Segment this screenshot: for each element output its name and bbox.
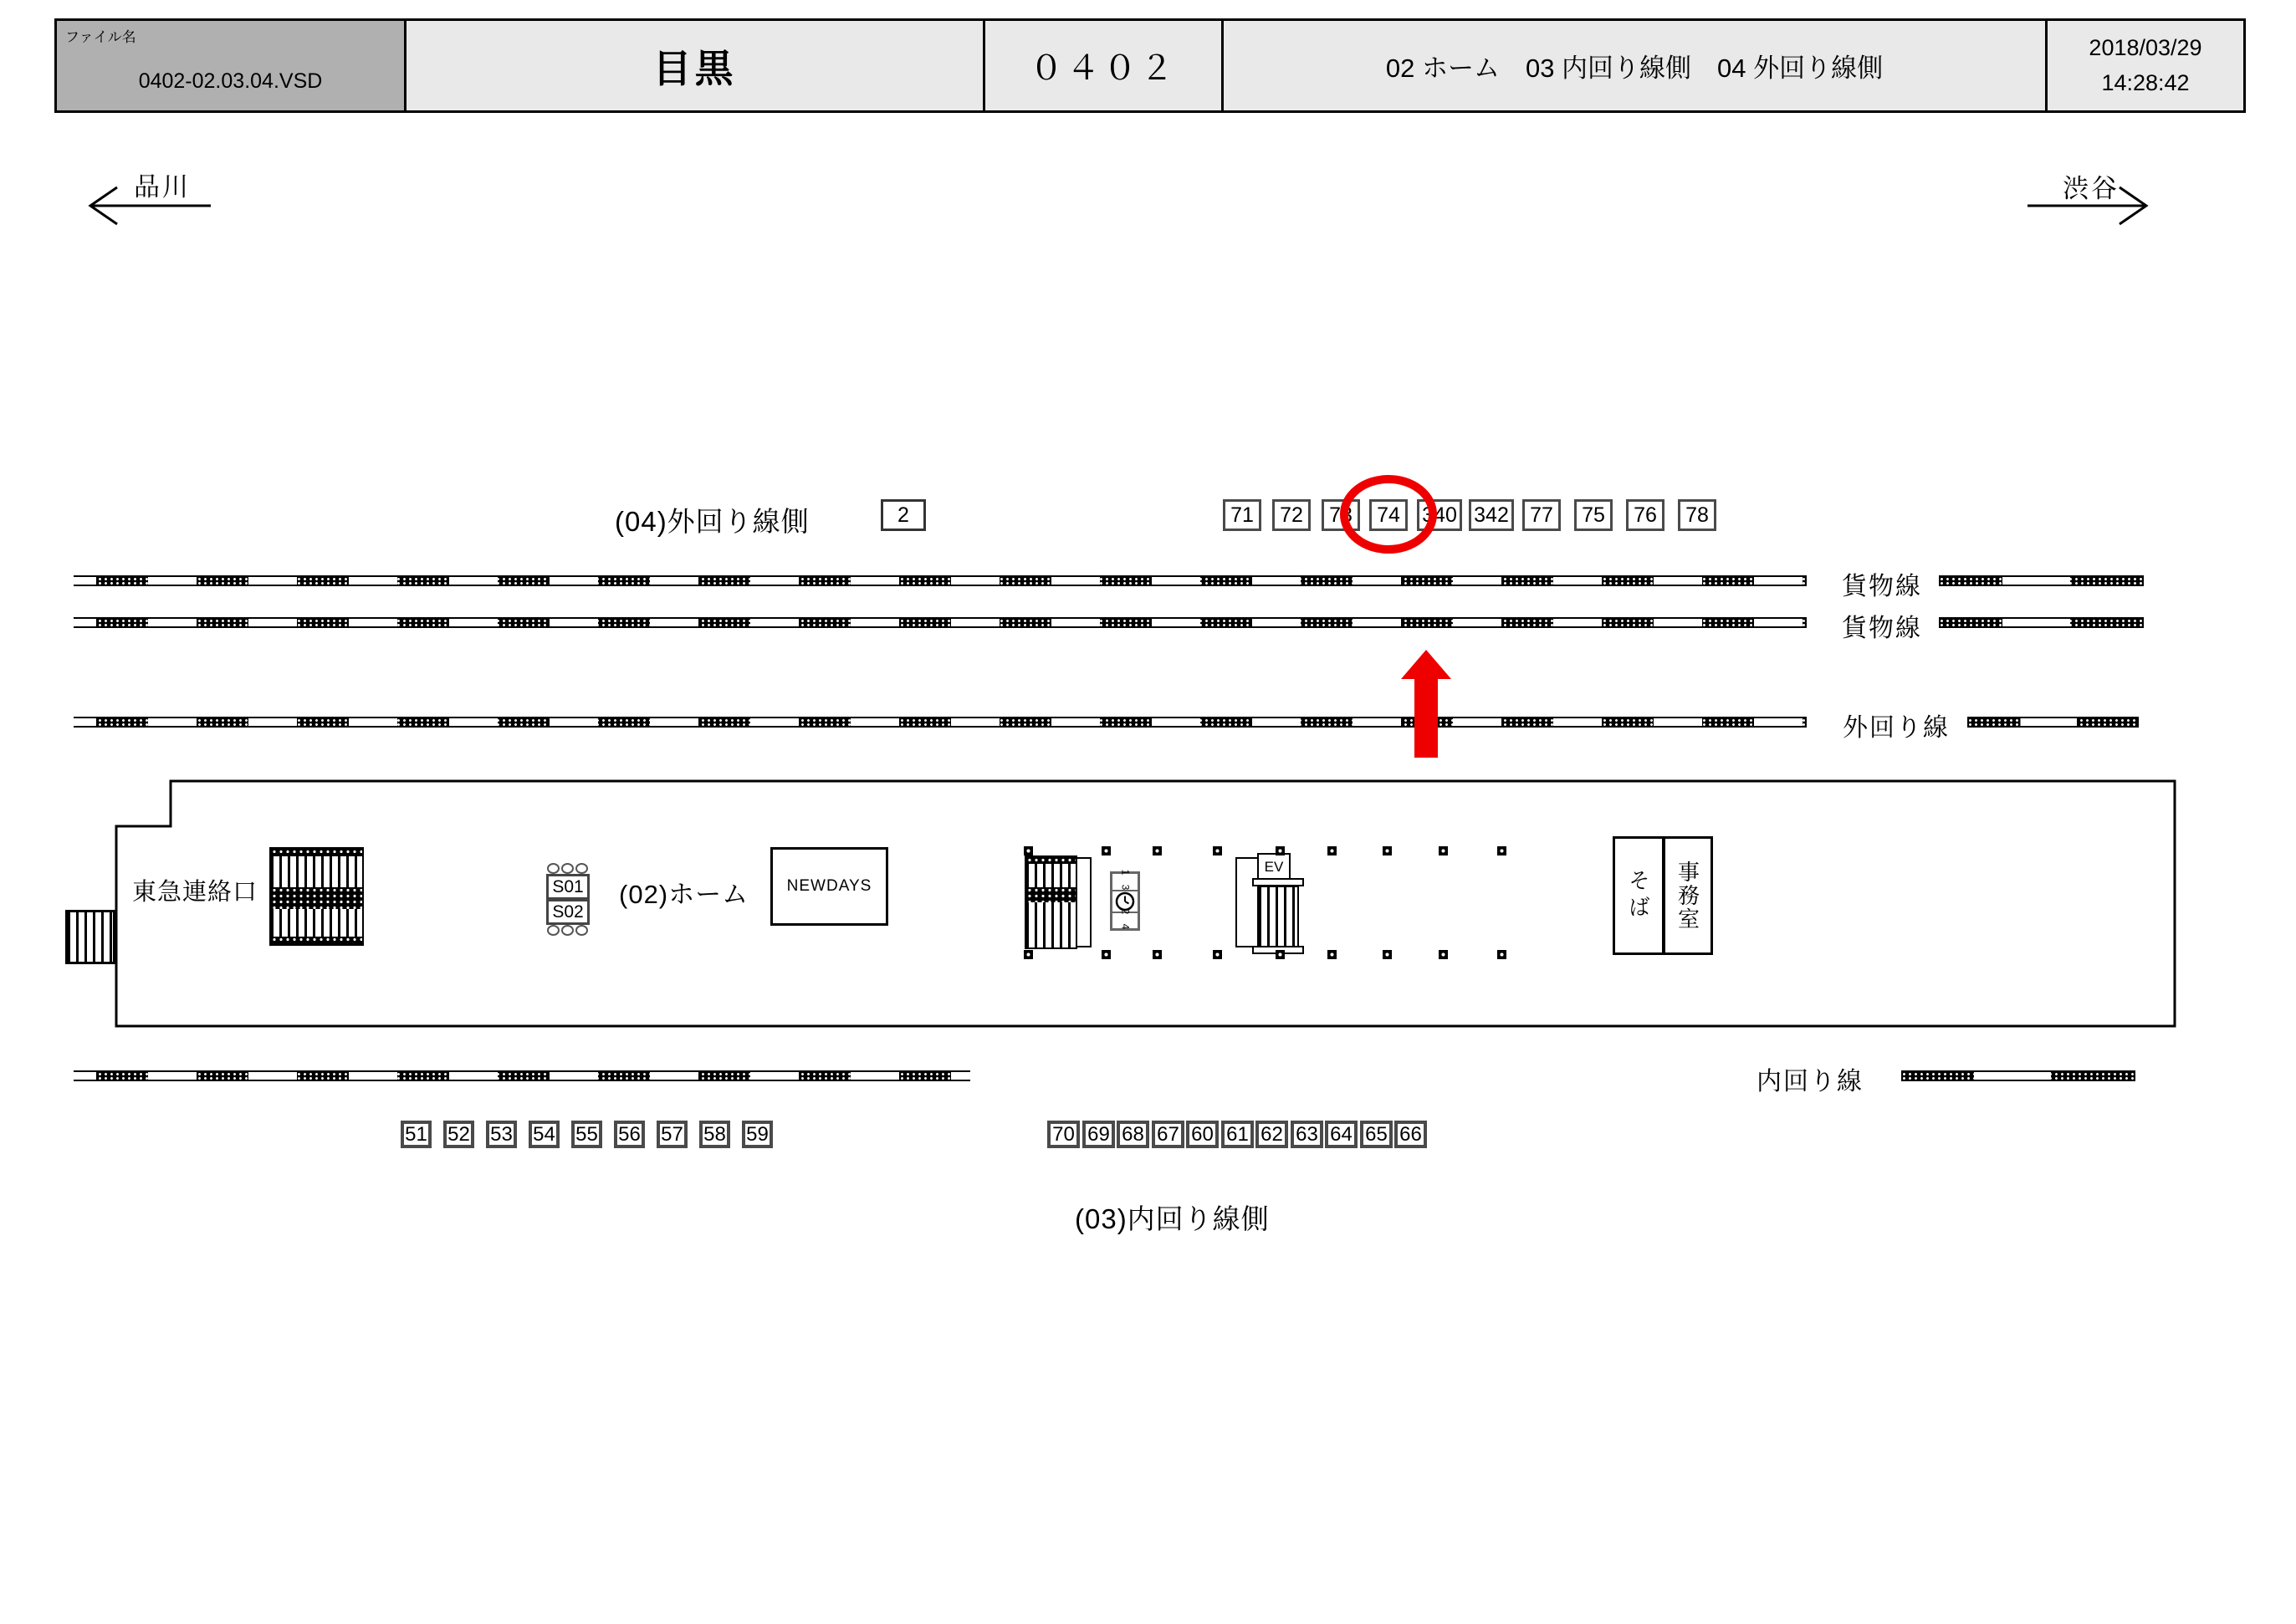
sign-post-lamps-top xyxy=(547,863,588,874)
outer-loop-track-label: 外回り線 xyxy=(1843,714,1950,742)
file-name-label: ファイル名 xyxy=(65,29,136,45)
stair-steps-lower xyxy=(271,909,362,937)
plate-340[interactable]: 340 xyxy=(1417,499,1462,531)
plate-2[interactable]: 2 xyxy=(881,499,926,531)
plate-75[interactable]: 75 xyxy=(1574,499,1613,531)
time-value: 14:28:42 xyxy=(2101,69,2190,95)
plate-67[interactable]: 67 xyxy=(1152,1121,1184,1148)
pillar-marker xyxy=(1383,846,1392,855)
soba-shop-label: そば xyxy=(1625,869,1651,922)
plate-76[interactable]: 76 xyxy=(1626,499,1664,531)
plate-61[interactable]: 61 xyxy=(1221,1121,1254,1148)
lamp-icon xyxy=(575,925,588,936)
soba-shop xyxy=(1613,836,1664,955)
clock-sign-top-digits: 1 3 xyxy=(1119,869,1131,894)
sign-post-lamps-bottom xyxy=(547,925,588,936)
stair-steps-upper xyxy=(271,856,362,887)
freight-track-2-label: 貨物線 xyxy=(1842,615,1922,642)
plate-56[interactable]: 56 xyxy=(614,1121,645,1148)
plate-77[interactable]: 77 xyxy=(1522,499,1561,531)
pillar-marker xyxy=(1213,846,1222,855)
sheet-description: 02 ホーム 03 内回り線側 04 外回り線側 xyxy=(1224,21,2048,110)
inner-side-label: (03)内回り線側 xyxy=(1075,1203,1270,1234)
clock-sign-bottom xyxy=(1112,908,1138,933)
pillar-marker xyxy=(1024,846,1033,855)
stair-steps-lower xyxy=(1026,902,1076,947)
plate-62[interactable]: 62 xyxy=(1255,1121,1288,1148)
pillar-marker xyxy=(1383,950,1392,959)
plate-63[interactable]: 63 xyxy=(1291,1121,1323,1148)
pillar-marker xyxy=(1153,950,1162,959)
plate-57[interactable]: 57 xyxy=(657,1121,688,1148)
plate-342[interactable]: 342 xyxy=(1469,499,1514,531)
date-value: 2018/03/29 xyxy=(2089,34,2202,60)
pillar-marker xyxy=(1213,950,1222,959)
plate-58[interactable]: 58 xyxy=(699,1121,730,1148)
plate-65[interactable]: 65 xyxy=(1360,1121,1393,1148)
plate-69[interactable]: 69 xyxy=(1082,1121,1115,1148)
plate-78[interactable]: 78 xyxy=(1678,499,1716,531)
lamp-icon xyxy=(547,863,560,874)
plate-51[interactable]: 51 xyxy=(401,1121,432,1148)
plate-52[interactable]: 52 xyxy=(443,1121,474,1148)
lamp-icon xyxy=(561,863,574,874)
plate-74[interactable]: 74 xyxy=(1369,499,1408,531)
pillar-marker xyxy=(1276,846,1285,855)
plate-59[interactable]: 59 xyxy=(742,1121,773,1148)
lamp-icon xyxy=(561,925,574,936)
lamp-icon xyxy=(547,925,560,936)
outer-side-label: (04)外回り線側 xyxy=(615,506,810,537)
lamp-icon xyxy=(575,863,588,874)
pillar-marker xyxy=(1153,846,1162,855)
pillar-marker xyxy=(1276,950,1285,959)
direction-right-label: 渋谷 xyxy=(2063,174,2120,203)
pillar-marker xyxy=(1497,846,1506,855)
pillar-marker xyxy=(1327,846,1337,855)
west-stairs xyxy=(65,910,115,964)
escalator-steps xyxy=(1257,886,1299,947)
plate-73[interactable]: 73 xyxy=(1322,499,1360,531)
plate-60[interactable]: 60 xyxy=(1186,1121,1219,1148)
direction-left-label: 品川 xyxy=(134,172,191,202)
pillar-marker xyxy=(1439,846,1448,855)
elevator-box: EV xyxy=(1257,853,1291,881)
platform-02-label: (02)ホーム xyxy=(619,880,749,909)
pillar-marker xyxy=(1102,950,1111,959)
stair-landing xyxy=(1026,887,1076,902)
freight-track-1-label: 貨物線 xyxy=(1842,573,1922,600)
station-code: ０４０２ xyxy=(985,21,1224,110)
pillar-marker xyxy=(1497,950,1506,959)
sign-s01: S01 xyxy=(546,874,590,900)
plate-68[interactable]: 68 xyxy=(1117,1121,1149,1148)
pillar-marker xyxy=(1024,950,1033,959)
center-stairs xyxy=(1025,855,1077,949)
plate-70[interactable]: 70 xyxy=(1047,1121,1080,1148)
plate-54[interactable]: 54 xyxy=(529,1121,560,1148)
inner-loop-track-label: 内回り線 xyxy=(1757,1068,1864,1095)
pillar-marker xyxy=(1439,950,1448,959)
tokyu-gate-label: 東急連絡口 xyxy=(132,879,258,906)
file-name-value: 0402-02.03.04.VSD xyxy=(138,69,323,93)
plate-55[interactable]: 55 xyxy=(571,1121,602,1148)
pillar-marker xyxy=(1102,846,1111,855)
station-office-label: 事務室 xyxy=(1675,861,1700,931)
stair-steps-upper xyxy=(1026,864,1076,887)
stair-landing-edge2 xyxy=(271,937,362,944)
station-office xyxy=(1663,836,1713,955)
plate-64[interactable]: 64 xyxy=(1325,1121,1358,1148)
newdays-kiosk: NEWDAYS xyxy=(770,847,888,926)
plate-53[interactable]: 53 xyxy=(486,1121,517,1148)
sign-s02: S02 xyxy=(546,899,590,925)
pillar-marker xyxy=(1327,950,1337,959)
clock-sign-bottom-digits: 2 4 xyxy=(1119,908,1131,933)
platform-clock-sign xyxy=(1110,871,1140,931)
plate-72[interactable]: 72 xyxy=(1272,499,1311,531)
main-stairway xyxy=(269,847,364,946)
stair-landing-edge xyxy=(271,849,362,856)
plate-71[interactable]: 71 xyxy=(1223,499,1261,531)
plate-66[interactable]: 66 xyxy=(1394,1121,1427,1148)
clock-sign-top xyxy=(1112,869,1138,894)
stair-landing xyxy=(271,887,362,909)
platform-outline xyxy=(116,781,2175,1026)
station-name: 目黒 xyxy=(407,21,985,110)
stair-landing-edge xyxy=(1026,857,1076,864)
